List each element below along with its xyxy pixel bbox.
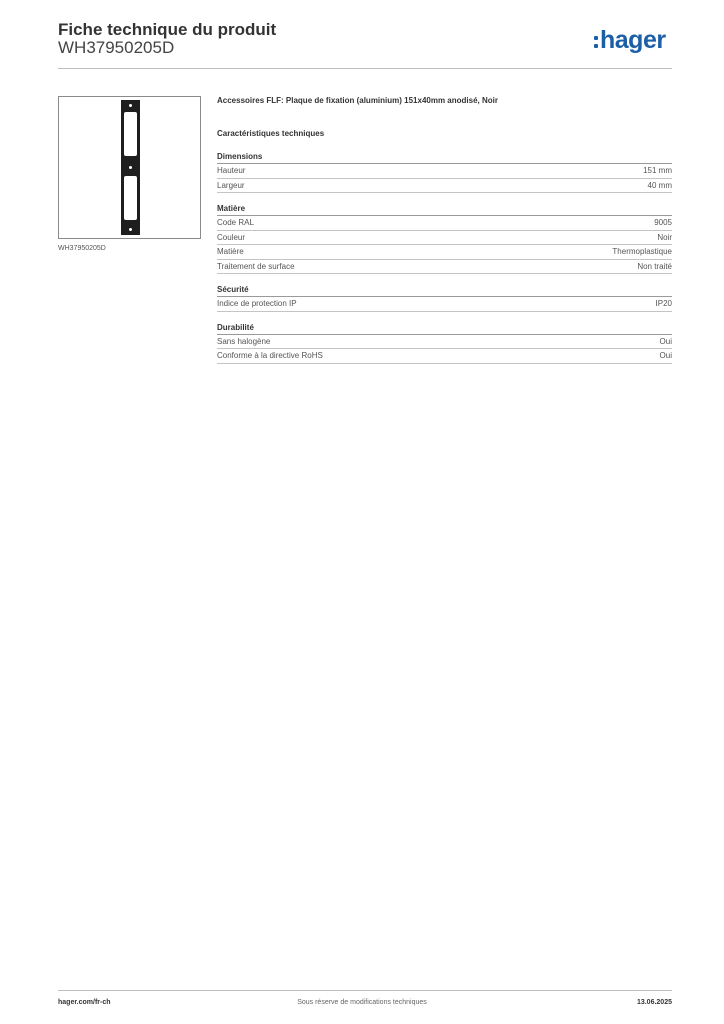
spec-label: Traitement de surface: [217, 261, 295, 271]
spec-label: Indice de protection IP: [217, 299, 297, 308]
footer-divider: [58, 990, 672, 991]
spec-value: Thermoplastique: [612, 247, 672, 256]
mounting-plate-illustration: [121, 100, 140, 235]
product-image: [58, 96, 201, 239]
spec-row: [217, 260, 672, 275]
footer-website-link[interactable]: hager.com/fr-ch: [58, 999, 111, 1006]
spec-label: Couleur: [217, 232, 246, 242]
section-title: Sécurité: [217, 285, 672, 297]
spec-value: Non traité: [637, 261, 672, 271]
logo-colon-mark: [594, 35, 598, 49]
footer-date: 13.06.2025: [636, 999, 672, 1006]
hager-logo[interactable]: [594, 26, 666, 55]
spec-label: Hauteur: [217, 166, 246, 175]
section-title: Durabilité: [217, 323, 672, 335]
section-durability: [217, 323, 672, 364]
spec-row: [217, 297, 672, 312]
spec-value: 151 mm: [643, 166, 672, 175]
section-dimensions: [217, 152, 672, 193]
footer-notice: Sous réserve de modifications techniques: [297, 999, 427, 1006]
spec-label: Code RAL: [217, 218, 254, 227]
page-title: Fiche technique du produit: [58, 20, 277, 39]
spec-row: [217, 335, 672, 350]
spec-label: Conforme à la directive RoHS: [217, 351, 323, 360]
product-description: Accessoires FLF: Plaque de fixation (aluminium) 151x40mm anodisé, Noir: [217, 96, 498, 105]
image-caption: WH37950205D: [58, 245, 106, 252]
spec-value: Oui: [659, 351, 672, 360]
spec-value: IP20: [655, 299, 672, 308]
spec-content: [217, 96, 672, 375]
section-title: Matière: [217, 204, 672, 216]
spec-label: Matière: [217, 247, 244, 256]
spec-row: [217, 349, 672, 364]
spec-row: [217, 245, 672, 260]
spec-value: 9005: [654, 218, 672, 227]
characteristics-title: Caractéristiques techniques: [217, 129, 325, 138]
spec-row: [217, 164, 672, 179]
spec-row: [217, 179, 672, 194]
logo-text: hager: [600, 26, 666, 54]
spec-value: 40 mm: [647, 180, 672, 190]
spec-label: Sans halogène: [217, 336, 271, 346]
product-reference: WH37950205D: [58, 38, 175, 57]
header-divider: [58, 68, 672, 69]
spec-row: [217, 216, 672, 231]
spec-label: Largeur: [217, 180, 245, 190]
spec-value: Oui: [659, 336, 672, 346]
section-security: [217, 285, 672, 312]
section-title: Dimensions: [217, 152, 672, 164]
spec-row: [217, 231, 672, 246]
spec-value: Noir: [657, 232, 672, 242]
section-material: [217, 204, 672, 274]
